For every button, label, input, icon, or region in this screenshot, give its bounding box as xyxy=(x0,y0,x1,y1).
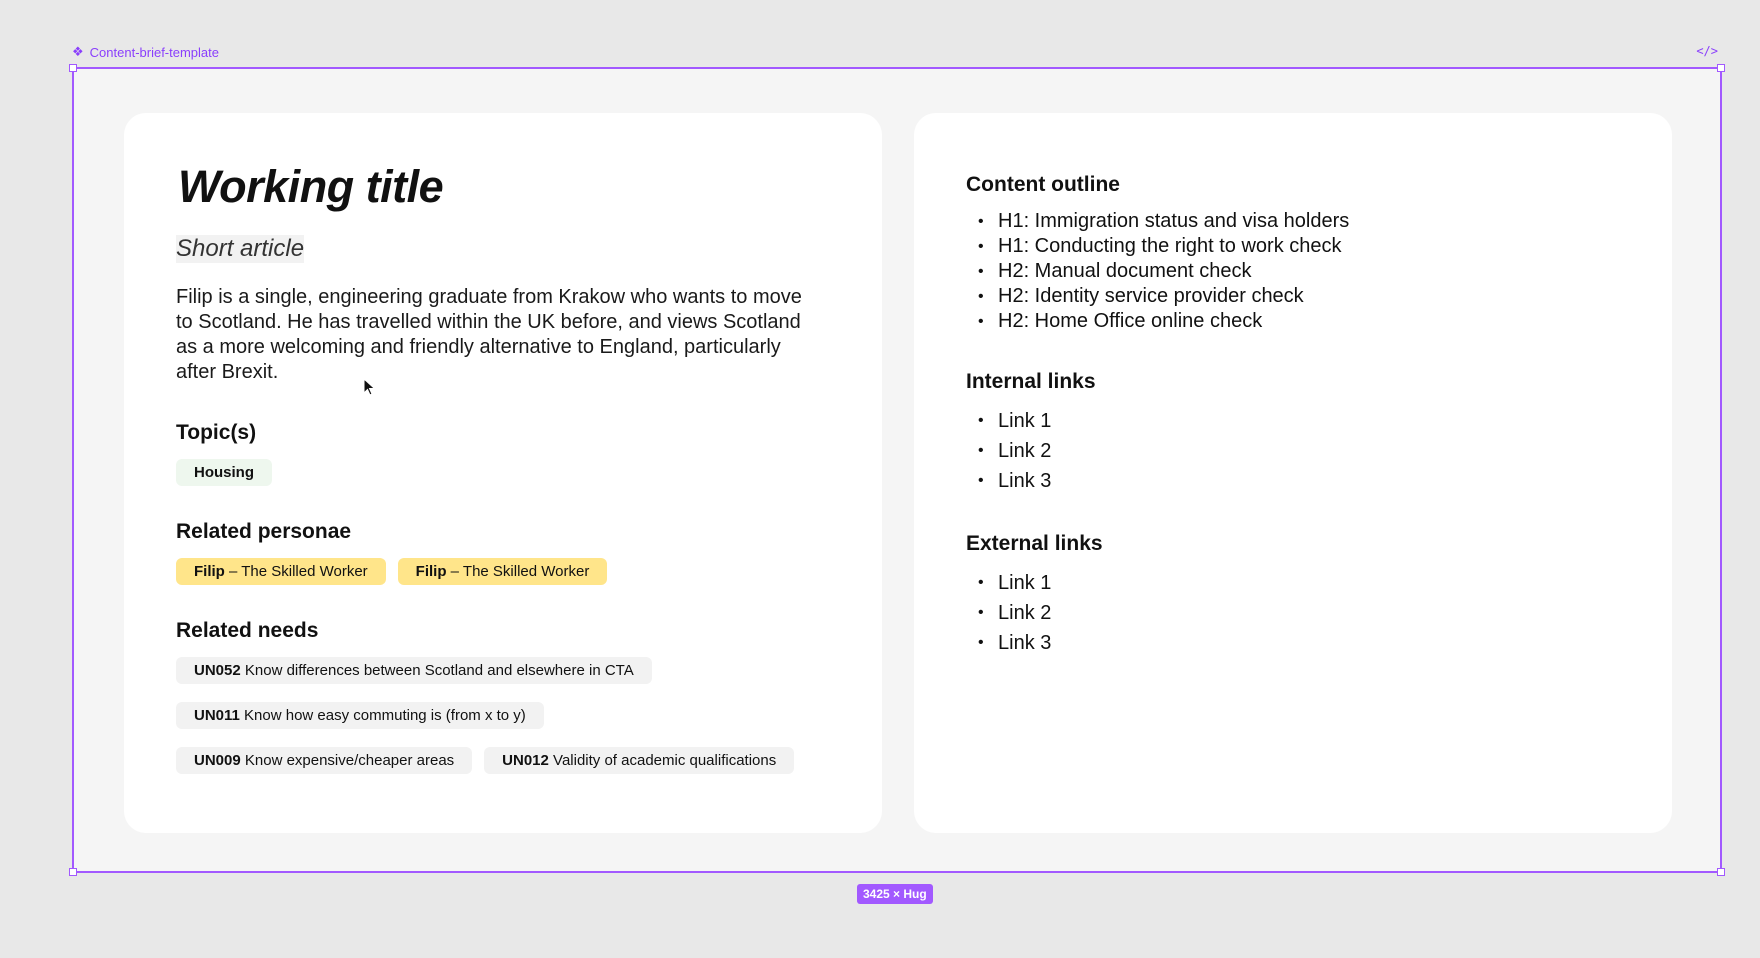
personae-row xyxy=(176,558,830,585)
need-text: Validity of academic qualifications xyxy=(553,752,777,769)
size-badge: 3425 × Hug xyxy=(857,884,933,904)
external-link[interactable]: • Link 3 xyxy=(966,628,1620,658)
needs-heading: Related needs xyxy=(176,619,319,642)
outline-item: • H2: Manual document check xyxy=(966,259,1620,284)
content-brief-frame[interactable] xyxy=(72,67,1722,873)
need-code: UN012 xyxy=(502,752,549,769)
need-chip[interactable] xyxy=(484,747,794,774)
external-links-list xyxy=(966,568,1620,658)
persona-chip[interactable] xyxy=(398,558,608,585)
resize-handle-top-right[interactable] xyxy=(1717,64,1725,72)
brief-card-left xyxy=(124,113,882,833)
persona-role: – The Skilled Worker xyxy=(450,563,590,580)
external-link[interactable]: • Link 1 xyxy=(966,568,1620,598)
need-code: UN009 xyxy=(194,752,241,769)
internal-link[interactable]: • Link 2 xyxy=(966,436,1620,466)
content-outline-heading: Content outline xyxy=(966,173,1120,196)
resize-handle-top-left[interactable] xyxy=(69,64,77,72)
resize-handle-bottom-right[interactable] xyxy=(1717,868,1725,876)
brief-card-right xyxy=(914,113,1672,833)
internal-link[interactable]: • Link 1 xyxy=(966,406,1620,436)
frame-label[interactable] xyxy=(72,44,219,60)
internal-link[interactable]: • Link 3 xyxy=(966,466,1620,496)
cursor-icon xyxy=(363,378,377,396)
code-icon[interactable]: </> xyxy=(1696,44,1718,58)
need-chip[interactable] xyxy=(176,702,544,729)
topics-row xyxy=(176,459,830,486)
internal-links-list xyxy=(966,406,1620,496)
resize-handle-bottom-left[interactable] xyxy=(69,868,77,876)
outline-item: • H1: Conducting the right to work check xyxy=(966,234,1620,259)
content-outline-list xyxy=(966,209,1620,334)
frame-name: Content-brief-template xyxy=(89,44,219,60)
persona-chip[interactable] xyxy=(176,558,386,585)
persona-description: Filip is a single, engineering graduate from Krakow who wants to move to Scotland. He has travelled within the UK before, and views Scotland as a more welcoming and friendly alternative to England, particularly after Brexit. xyxy=(176,286,802,383)
working-title: Working title xyxy=(178,161,444,212)
internal-links-heading: Internal links xyxy=(966,370,1096,393)
persona-name: Filip xyxy=(415,563,447,580)
need-text: Know how easy commuting is (from x to y) xyxy=(244,707,526,724)
external-links-heading: External links xyxy=(966,532,1103,555)
external-link[interactable]: • Link 2 xyxy=(966,598,1620,628)
component-icon: ❖ xyxy=(72,44,84,59)
outline-item: • H2: Home Office online check xyxy=(966,309,1620,334)
need-code: UN052 xyxy=(194,662,241,679)
outline-item: • H1: Immigration status and visa holders xyxy=(966,209,1620,234)
need-code: UN011 xyxy=(194,707,240,724)
persona-name: Filip xyxy=(194,563,225,580)
need-text: Know expensive/cheaper areas xyxy=(244,752,455,769)
topic-chip[interactable]: Housing xyxy=(176,459,272,486)
personae-heading: Related personae xyxy=(176,520,352,543)
need-chip[interactable] xyxy=(176,747,472,774)
persona-role: – The Skilled Worker xyxy=(229,563,368,580)
outline-item: • H2: Identity service provider check xyxy=(966,284,1620,309)
need-chip[interactable] xyxy=(176,657,652,684)
article-type: Short article xyxy=(176,235,305,262)
needs-list xyxy=(176,657,830,774)
need-text: Know differences between Scotland and elsewhere in CTA xyxy=(244,662,634,679)
topics-heading: Topic(s) xyxy=(176,421,257,444)
